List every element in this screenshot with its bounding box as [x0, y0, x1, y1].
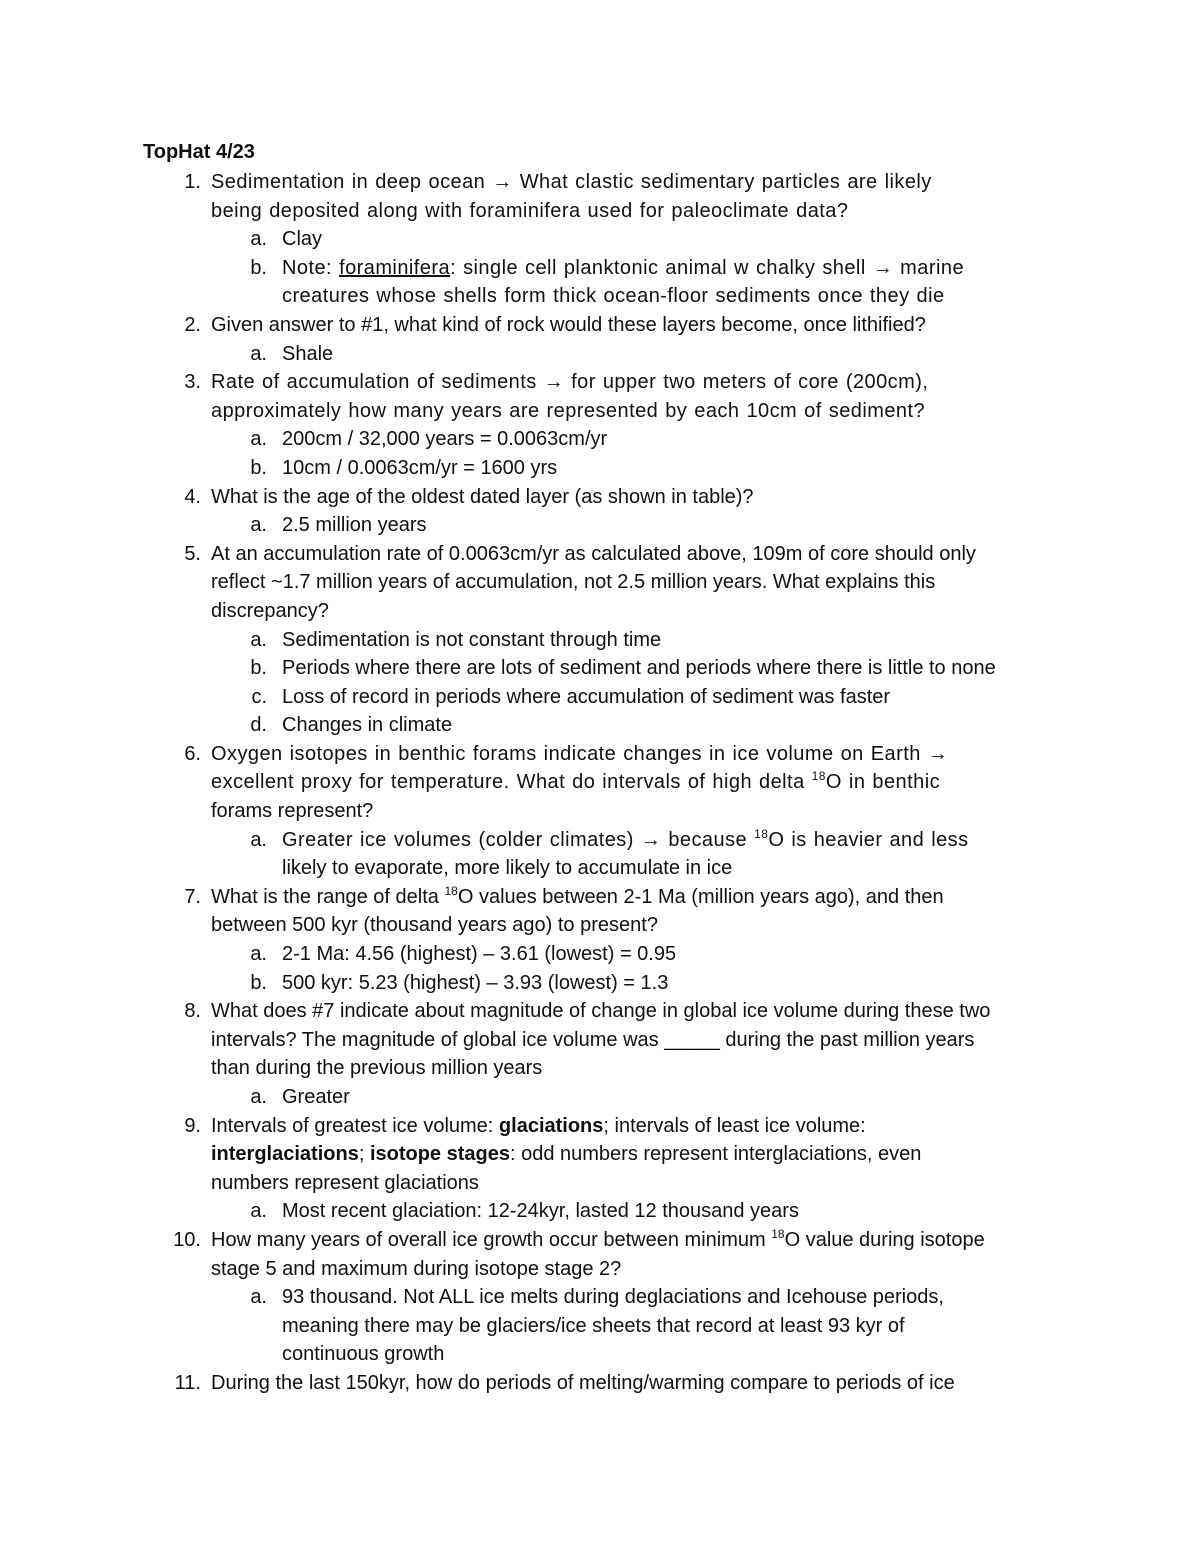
sub-list-item	[0, 225, 1200, 254]
list-item-text	[282, 1340, 444, 1369]
list-item-text	[211, 911, 658, 940]
text-segment: than during the previous million years	[211, 1057, 543, 1080]
list-marker: 11.	[174, 1371, 201, 1394]
text-segment: 10cm / 0.0063cm/yr = 1600 yrs	[282, 456, 558, 479]
list-item-text	[211, 997, 990, 1026]
sub-list-item	[0, 683, 1200, 712]
list-item-text	[282, 425, 607, 454]
list-marker: 1.	[184, 171, 201, 193]
text-segment: reflect ~1.7 million years of accumulation, not 2.5 million years. What explains this	[211, 571, 936, 594]
list-item-text	[282, 1283, 944, 1312]
list-marker: a.	[250, 1286, 267, 1309]
sub-list-item	[0, 940, 1200, 969]
text-segment: meaning there may be glaciers/ice sheets that record at least 93 kyr of	[282, 1314, 905, 1337]
list-item-text	[282, 854, 732, 883]
list-item-text	[211, 597, 329, 626]
text-segment: Shale	[282, 342, 334, 365]
list-item-continuation	[0, 1054, 1200, 1083]
list-item-text	[282, 1083, 350, 1112]
text-segment: : odd numbers represent interglaciations, even	[509, 1143, 922, 1166]
list-marker: 9.	[184, 1114, 201, 1137]
superscript: 18	[444, 883, 458, 898]
list-item-continuation	[0, 1026, 1200, 1055]
list-item-text	[282, 225, 322, 254]
list-item-text	[282, 254, 964, 283]
text-segment: What does #7 indicate about magnitude of change in global ice volume during these two	[211, 1000, 991, 1023]
list-item-continuation	[0, 1140, 1200, 1169]
text-segment: likely to evaporate, more likely to accumulate in ice	[282, 857, 733, 880]
text-segment: O in benthic	[825, 771, 941, 794]
list-item	[0, 997, 1200, 1026]
sub-list-item	[0, 654, 1200, 683]
text-segment: What is the age of the oldest dated layer (as shown in table)?	[211, 485, 754, 508]
text-segment: During the last 150kyr, how do periods of melting/warming compare to periods of ice	[211, 1371, 955, 1394]
list-item-continuation	[0, 1255, 1200, 1284]
sub-list-item	[0, 969, 1200, 998]
list-marker: 2.	[184, 313, 201, 336]
sub-list-item	[0, 454, 1200, 483]
list-item-text	[211, 540, 976, 569]
sub-list-item	[0, 711, 1200, 740]
text-segment: Sedimentation is not constant through time	[282, 628, 662, 651]
sub-list-item	[0, 1283, 1200, 1312]
list-item-text	[282, 654, 996, 683]
text-segment: 500 kyr: 5.23 (highest) – 3.93 (lowest) = 1.3	[282, 971, 669, 994]
superscript: 18	[771, 1226, 785, 1241]
list-item-text	[211, 168, 932, 197]
text-segment: 93 thousand. Not ALL ice melts during deglaciations and Icehouse periods,	[282, 1286, 944, 1309]
page-title: TopHat 4/23	[143, 141, 255, 163]
list-item	[0, 883, 1200, 912]
list-marker: a.	[250, 628, 267, 651]
list-item	[0, 311, 1200, 340]
sub-list-item	[0, 1083, 1200, 1112]
text-segment: creatures whose shells form thick ocean-floor sediments once they die	[282, 285, 945, 308]
list-item-continuation	[0, 911, 1200, 940]
list-item-continuation	[0, 282, 1200, 311]
text-segment: Oxygen isotopes in benthic forams indicate changes in ice volume on Earth →	[211, 742, 949, 765]
list-item	[0, 368, 1200, 397]
list-item-continuation	[0, 568, 1200, 597]
list-item-continuation	[0, 397, 1200, 426]
list-item-continuation	[0, 1340, 1200, 1369]
list-marker: d.	[250, 714, 267, 737]
text-segment: stage 5 and maximum during isotope stage 2?	[211, 1257, 622, 1280]
list-item-text	[211, 368, 928, 397]
list-item-continuation	[0, 597, 1200, 626]
list-item-text	[211, 1112, 866, 1141]
list-marker: a.	[250, 514, 267, 537]
list-marker: b.	[250, 971, 267, 994]
text-segment: Sedimentation in deep ocean → What clastic sedimentary particles are likely	[211, 171, 932, 193]
bold-term: interglaciations	[211, 1143, 359, 1166]
list-item-continuation	[0, 1169, 1200, 1198]
text-segment: ;	[358, 1143, 370, 1166]
list-item-continuation	[0, 797, 1200, 826]
sub-list-item	[0, 626, 1200, 655]
text-segment: At an accumulation rate of 0.0063cm/yr as calculated above, 109m of core should only	[211, 542, 976, 565]
text-segment: 2.5 million years	[282, 514, 427, 537]
text-segment: O value during isotope	[784, 1228, 985, 1251]
text-segment: 2-1 Ma: 4.56 (highest) – 3.61 (lowest) = 0.95	[282, 943, 677, 966]
text-segment: Most recent glaciation: 12-24kyr, lasted 12 thousand years	[282, 1200, 799, 1223]
list-item-text	[282, 1312, 905, 1341]
text-segment: continuous growth	[282, 1343, 445, 1366]
list-item-text	[211, 797, 373, 826]
text-segment: Periods where there are lots of sediment and periods where there is little to none	[282, 657, 996, 680]
list-item-continuation	[0, 197, 1200, 226]
list-item-continuation	[0, 854, 1200, 883]
list-marker: a.	[250, 1086, 267, 1108]
list-item-text	[282, 1197, 799, 1226]
list-item	[0, 1369, 1200, 1398]
list-marker: a.	[250, 828, 267, 851]
underlined-term: foraminifera	[339, 256, 451, 279]
list-item-text	[282, 711, 452, 740]
sub-list-item	[0, 425, 1200, 454]
text-segment: numbers represent glaciations	[211, 1171, 479, 1194]
list-item-text	[211, 568, 935, 597]
superscript: 18	[754, 826, 769, 841]
list-item-text	[211, 1140, 921, 1169]
text-segment: between 500 kyr (thousand years ago) to present?	[211, 914, 658, 937]
text-segment: Intervals of greatest ice volume:	[211, 1114, 499, 1137]
text-segment: Greater	[282, 1086, 350, 1108]
text-segment: 200cm / 32,000 years = 0.0063cm/yr	[282, 428, 608, 451]
text-segment: Clay	[282, 228, 323, 251]
list-item-text	[211, 740, 948, 769]
sub-list-item	[0, 1197, 1200, 1226]
list-marker: 7.	[184, 885, 201, 908]
list-marker: b.	[250, 456, 267, 479]
list-item-text	[282, 626, 661, 655]
text-segment: Note:	[282, 256, 340, 279]
text-segment: Rate of accumulation of sediments → for upper two meters of core (200cm),	[211, 371, 929, 394]
bold-term: glaciations	[498, 1114, 604, 1137]
text-segment: Loss of record in periods where accumulation of sediment was faster	[282, 685, 891, 708]
text-segment: excellent proxy for temperature. What do intervals of high delta	[211, 771, 812, 794]
text-segment: discrepancy?	[211, 599, 329, 622]
list-item-text	[211, 311, 926, 340]
text-segment: being deposited along with foraminifera used for paleoclimate data?	[211, 199, 849, 222]
list-item-text	[282, 683, 890, 712]
list-item-text	[211, 1226, 985, 1255]
list-item-text	[211, 1369, 955, 1398]
list-item-text	[282, 282, 945, 311]
list-item-text	[282, 511, 427, 540]
list-marker: 6.	[184, 742, 201, 765]
text-segment: forams represent?	[211, 800, 374, 823]
list-marker: b.	[250, 256, 267, 279]
list-item-text	[211, 1255, 621, 1284]
sub-list-item	[0, 826, 1200, 855]
list-marker: 10.	[173, 1228, 201, 1251]
sub-list-item	[0, 340, 1200, 369]
list-item	[0, 1112, 1200, 1141]
list-item-text	[211, 1054, 542, 1083]
text-segment: O values between 2-1 Ma (million years ago), and then	[457, 885, 944, 908]
list-item	[0, 540, 1200, 569]
list-item-text	[282, 340, 333, 369]
list-item-continuation	[0, 1312, 1200, 1341]
list-marker: a.	[250, 1200, 267, 1223]
text-segment: O is heavier and less	[768, 828, 969, 851]
list-marker: 4.	[184, 485, 201, 508]
list-marker: 8.	[184, 1000, 201, 1023]
list-marker: 3.	[184, 371, 201, 394]
superscript: 18	[811, 769, 826, 784]
list-marker: a.	[250, 428, 267, 451]
text-segment: : single cell planktonic animal w chalky shell → marine	[450, 256, 965, 279]
text-segment: What is the range of delta	[211, 885, 445, 908]
list-marker: c.	[251, 685, 267, 708]
list-item-text	[211, 483, 754, 512]
text-segment: How many years of overall ice growth occur between minimum	[211, 1228, 772, 1251]
list-item-text	[211, 883, 944, 912]
list-item-continuation	[0, 768, 1200, 797]
list-item-text	[211, 1026, 974, 1055]
text-segment: Changes in climate	[282, 714, 453, 737]
list-item	[0, 740, 1200, 769]
text-segment: intervals? The magnitude of global ice volume was _____ during the past million years	[211, 1028, 975, 1051]
list-item	[0, 483, 1200, 512]
list-item-text	[211, 197, 848, 226]
list-item-text	[211, 768, 940, 797]
list-item	[0, 168, 1200, 197]
list-item-text	[282, 940, 676, 969]
list-item-text	[211, 1169, 479, 1198]
list-marker: a.	[250, 342, 267, 365]
sub-list-item	[0, 511, 1200, 540]
list-marker: a.	[250, 228, 267, 251]
list-item-text	[211, 397, 925, 426]
sub-list-item	[0, 254, 1200, 283]
list-item-text	[282, 969, 668, 998]
list-item-text	[282, 826, 969, 855]
bold-term: isotope stages	[369, 1143, 510, 1166]
list-marker: b.	[250, 657, 267, 680]
list-item-text	[282, 454, 557, 483]
list-marker: 5.	[184, 542, 201, 565]
list-marker: a.	[250, 943, 267, 966]
document-body	[0, 168, 1200, 1398]
text-segment: Given answer to #1, what kind of rock would these layers become, once lithified?	[211, 313, 926, 336]
text-segment: approximately how many years are represented by each 10cm of sediment?	[211, 399, 926, 422]
text-segment: Greater ice volumes (colder climates) → because	[282, 828, 755, 851]
text-segment: ; intervals of least ice volume:	[603, 1114, 866, 1137]
list-item	[0, 1226, 1200, 1255]
